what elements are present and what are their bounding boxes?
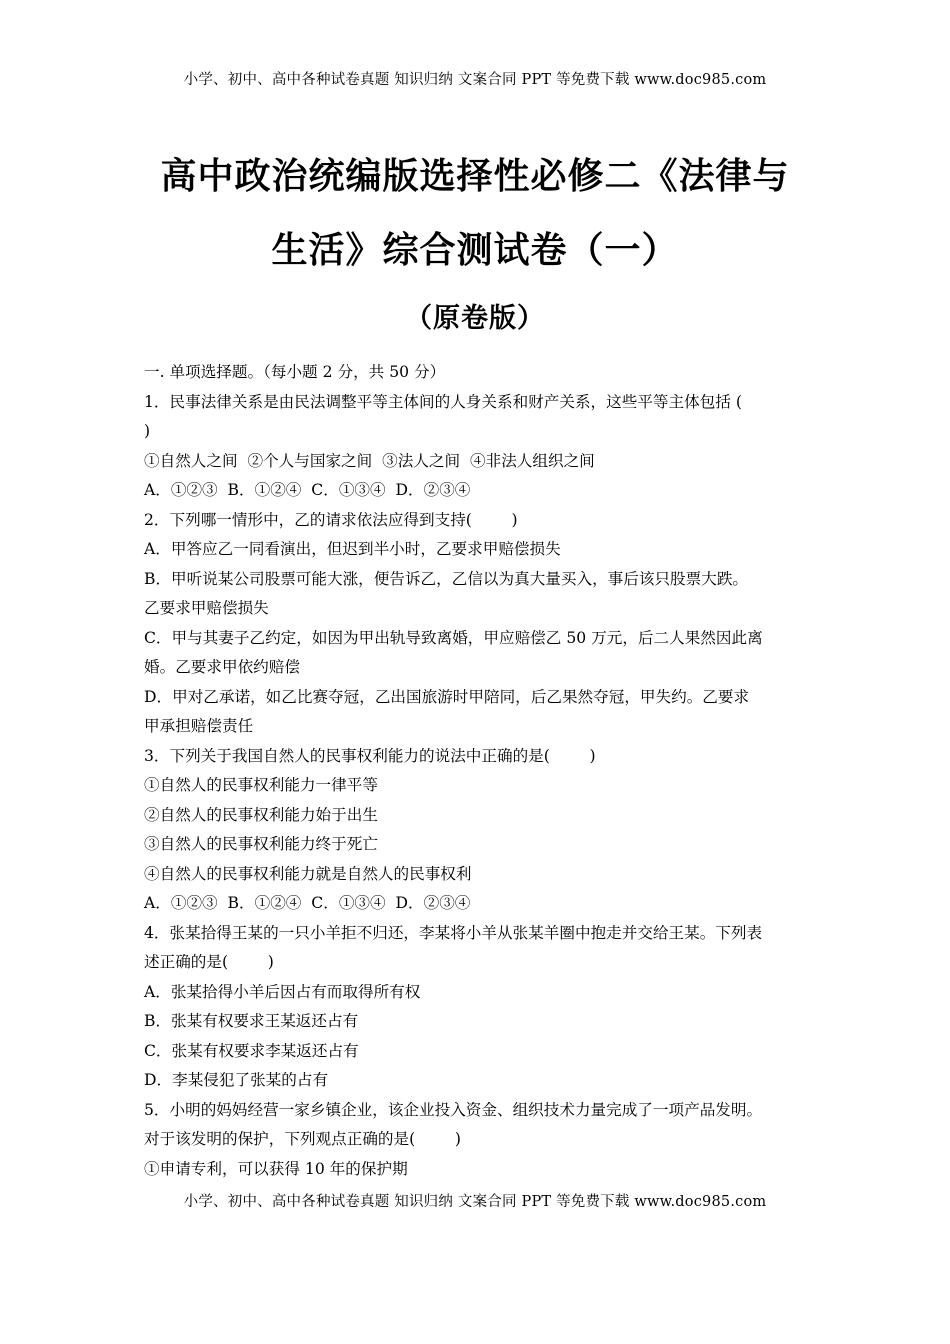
- question-5-stem: 5．小明的妈妈经营一家乡镇企业，该企业投入资金、组织技术力量完成了一项产品发明。: [144, 1100, 763, 1119]
- title-line-2: 生活》综合测试卷（一）: [271, 230, 679, 271]
- question-1-stem: 1．民事法律关系是由民法调整平等主体间的人身关系和财产关系，这些平等主体包括 (: [144, 392, 742, 411]
- question-3-item-3: ③自然人的民事权利能力终于死亡: [144, 835, 378, 853]
- question-4-option-a: A．张某拾得小羊后因占有而取得所有权: [144, 982, 421, 1001]
- question-3-options: A．①②③ B．①②④ C．①③④ D．②③④: [144, 894, 471, 912]
- question-4-stem: 4．张某拾得王某的一只小羊拒不归还，李某将小羊从张某羊圈中抱走并交给王某。下列表: [144, 923, 763, 942]
- question-body: [144, 358, 812, 1184]
- question-2-option-d-cont: 甲承担赔偿责任: [144, 717, 254, 735]
- question-5-stem-cont: 对于该发明的保护，下列观点正确的是( ): [144, 1130, 461, 1148]
- question-1-options: A．①②③ B．①②④ C．①③④ D．②③④: [144, 481, 471, 499]
- section-heading: 一. 单项选择题。（每小题 2 分，共 50 分）: [144, 363, 446, 381]
- question-2-option-c-cont: 婚。乙要求甲依约赔偿: [144, 658, 300, 676]
- title-line-1: 高中政治统编版选择性必修二《法律与: [160, 156, 790, 197]
- question-4-stem-cont: 述正确的是( ): [144, 953, 274, 971]
- question-2-option-b-cont: 乙要求甲赔偿损失: [144, 599, 269, 617]
- question-2-option-a: A．甲答应乙一同看演出，但迟到半小时，乙要求甲赔偿损失: [144, 540, 561, 558]
- subtitle: （原卷版）: [405, 303, 545, 334]
- question-2-option-b: B．甲听说某公司股票可能大涨，便告诉乙，乙信以为真大量买入，事后该只股票大跌。: [144, 569, 749, 588]
- question-5-item-1: ①申请专利，可以获得 10 年的保护期: [144, 1159, 408, 1178]
- page-header: 小学、初中、高中各种试卷真题 知识归纳 文案合同 PPT 等免费下载 www.doc985.com: [183, 72, 767, 88]
- question-3-item-1: ①自然人的民事权利能力一律平等: [144, 776, 378, 794]
- question-4-option-d: D．李某侵犯了张某的占有: [144, 1071, 329, 1089]
- question-1-items: ①自然人之间 ②个人与国家之间 ③法人之间 ④非法人组织之间: [144, 451, 595, 470]
- question-2-option-c: C．甲与其妻子乙约定，如因为甲出轨导致离婚，甲应赔偿乙 50 万元，后二人果然因此离: [144, 628, 763, 647]
- question-2-stem: 2．下列哪一情形中，乙的请求依法应得到支持( ): [144, 510, 518, 529]
- question-3-stem: 3．下列关于我国自然人的民事权利能力的说法中正确的是( ): [144, 746, 596, 765]
- page-footer: 小学、初中、高中各种试卷真题 知识归纳 文案合同 PPT 等免费下载 www.doc985.com: [183, 1194, 767, 1210]
- question-3-item-4: ④自然人的民事权利能力就是自然人的民事权利: [144, 864, 472, 883]
- question-4-option-c: C．张某有权要求李某返还占有: [144, 1041, 359, 1060]
- question-4-option-b: B．张某有权要求王某返还占有: [144, 1012, 359, 1030]
- question-3-item-2: ②自然人的民事权利能力始于出生: [144, 805, 378, 824]
- question-2-option-d: D．甲对乙承诺，如乙比赛夺冠，乙出国旅游时甲陪同，后乙果然夺冠，甲失约。乙要求: [144, 687, 750, 706]
- question-1-stem-cont: ): [144, 422, 151, 440]
